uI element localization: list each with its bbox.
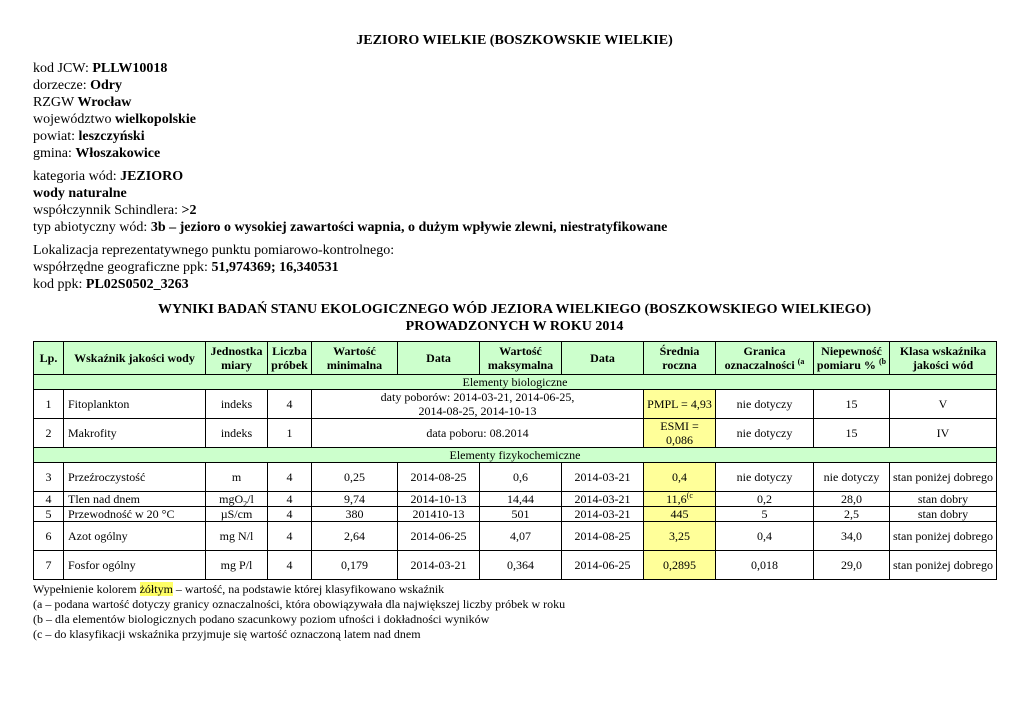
cell-class: stan dobry bbox=[890, 507, 997, 522]
footnote-yellow: Wypełnienie kolorem żółtym – wartość, na podstawie której klasyfikowano wskaźnik bbox=[33, 582, 445, 596]
cell-uncertainty: 15 bbox=[814, 390, 890, 419]
cell-indicator: Przeźroczystość bbox=[64, 463, 206, 492]
info-label: współrzędne geograficzne ppk: bbox=[33, 260, 212, 275]
section-physicochemical-row bbox=[34, 448, 997, 463]
cell-sampling-dates bbox=[312, 390, 644, 419]
cell-uncertainty: 29,0 bbox=[814, 551, 890, 580]
info-value: leszczyński bbox=[78, 129, 145, 144]
header-max-value: Wartość maksymalna bbox=[480, 342, 562, 375]
footnote-b: (b – dla elementów biologicznych podano szacunkowy poziom ufności i dokładności wyników bbox=[33, 612, 490, 626]
cell-detection-limit: nie dotyczy bbox=[716, 419, 814, 448]
cell-detection-limit: 0,018 bbox=[716, 551, 814, 580]
monitoring-point-info bbox=[33, 242, 996, 293]
info-line bbox=[33, 219, 996, 236]
cell-lp: 4 bbox=[34, 492, 64, 507]
cell-date-max: 2014-03-21 bbox=[562, 463, 644, 492]
cell-lp: 6 bbox=[34, 522, 64, 551]
cell-date-max: 2014-08-25 bbox=[562, 522, 644, 551]
table-row bbox=[34, 463, 997, 492]
cell-class: V bbox=[890, 390, 997, 419]
header-uncertainty: Niepewność pomiaru % $^{(b}$ bbox=[814, 342, 890, 375]
info-label: gmina: bbox=[33, 146, 76, 161]
info-line bbox=[33, 128, 996, 145]
info-label: Lokalizacja reprezentatywnego punktu pomiarowo-kontrolnego: bbox=[33, 243, 395, 258]
cell-unit: indeks bbox=[206, 390, 268, 419]
cell-uncertainty: 2,5 bbox=[814, 507, 890, 522]
cell-indicator: Tlen nad dnem bbox=[64, 492, 206, 507]
info-value: Wrocław bbox=[77, 95, 132, 110]
cell-date-max: 2014-06-25 bbox=[562, 551, 644, 580]
header-indicator: Wskaźnik jakości wody bbox=[64, 342, 206, 375]
cell-lp: 1 bbox=[34, 390, 64, 419]
cell-indicator: Fitoplankton bbox=[64, 390, 206, 419]
cell-detection-limit: nie dotyczy bbox=[716, 390, 814, 419]
cell-min-value: 380 bbox=[312, 507, 398, 522]
cell-max-value: 4,07 bbox=[480, 522, 562, 551]
section-physicochemical: Elementy fizykochemiczne bbox=[34, 448, 997, 463]
info-label: kod JCW: bbox=[33, 61, 93, 76]
cell-uncertainty: 15 bbox=[814, 419, 890, 448]
cell-detection-limit: 0,2 bbox=[716, 492, 814, 507]
cell-uncertainty: 34,0 bbox=[814, 522, 890, 551]
cell-unit: µS/cm bbox=[206, 507, 268, 522]
header-detection-limit: Granica oznaczalności $^{(a}$ bbox=[716, 342, 814, 375]
header-sample-count: Liczba próbek bbox=[268, 342, 312, 375]
cell-sample-count: 4 bbox=[268, 551, 312, 580]
cell-unit: mgO$_2$/l bbox=[206, 492, 268, 507]
header-date-max: Data bbox=[562, 342, 644, 375]
info-label: kod ppk: bbox=[33, 277, 86, 292]
cell-min-value: 0,25 bbox=[312, 463, 398, 492]
cell-min-value: 9,74 bbox=[312, 492, 398, 507]
table-row bbox=[34, 419, 997, 448]
cell-lp: 7 bbox=[34, 551, 64, 580]
cell-annual-mean: 11,6$^{(c}$ bbox=[644, 492, 716, 507]
cell-detection-limit: nie dotyczy bbox=[716, 463, 814, 492]
info-label: kategoria wód: bbox=[33, 169, 121, 184]
info-value: JEZIORO bbox=[120, 169, 184, 184]
cell-max-value: 0,6 bbox=[480, 463, 562, 492]
cell-sample-count: 4 bbox=[268, 463, 312, 492]
page-title: JEZIORO WIELKIE (BOSZKOWSKIE WIELKIE) bbox=[356, 33, 673, 48]
info-label: województwo bbox=[33, 112, 116, 127]
sampling-dates-line: 2014-08-25, 2014-10-13 bbox=[418, 404, 537, 418]
cell-indicator: Przewodność w 20 °C bbox=[64, 507, 206, 522]
info-value: Odry bbox=[90, 78, 123, 93]
table-header-row bbox=[34, 342, 997, 375]
cell-sample-count: 4 bbox=[268, 522, 312, 551]
info-line bbox=[33, 77, 996, 94]
info-line bbox=[33, 60, 996, 77]
cell-lp: 3 bbox=[34, 463, 64, 492]
info-value: 3b – jezioro o wysokiej zawartości wapnia, o dużym wpływie zlewni, niestratyfikowane bbox=[150, 220, 668, 235]
info-line bbox=[33, 242, 996, 259]
cell-sampling-dates bbox=[312, 419, 644, 448]
cell-sample-count: 1 bbox=[268, 419, 312, 448]
footnotes bbox=[33, 582, 996, 642]
header-lp: Lp. bbox=[34, 342, 64, 375]
header-min-value: Wartość minimalna bbox=[312, 342, 398, 375]
sampling-dates-line: data poboru: 08.2014 bbox=[426, 426, 529, 440]
info-line bbox=[33, 276, 996, 293]
cell-class: stan poniżej dobrego bbox=[890, 522, 997, 551]
cell-annual-mean: 445 bbox=[644, 507, 716, 522]
cell-date-min: 2014-10-13 bbox=[398, 492, 480, 507]
info-line bbox=[33, 202, 996, 219]
header-unit: Jednostka miary bbox=[206, 342, 268, 375]
info-value: Włoszakowice bbox=[75, 146, 161, 161]
cell-annual-mean: 0,2895 bbox=[644, 551, 716, 580]
cell-min-value: 0,179 bbox=[312, 551, 398, 580]
cell-date-min: 201410-13 bbox=[398, 507, 480, 522]
cell-indicator: Azot ogólny bbox=[64, 522, 206, 551]
info-line bbox=[33, 168, 996, 185]
section-biological-row bbox=[34, 375, 997, 390]
cell-max-value: 14,44 bbox=[480, 492, 562, 507]
cell-date-min: 2014-06-25 bbox=[398, 522, 480, 551]
cell-lp: 5 bbox=[34, 507, 64, 522]
cell-unit: m bbox=[206, 463, 268, 492]
cell-sample-count: 4 bbox=[268, 492, 312, 507]
cell-max-value: 501 bbox=[480, 507, 562, 522]
cell-uncertainty: nie dotyczy bbox=[814, 463, 890, 492]
header-class: Klasa wskaźnika jakości wód bbox=[890, 342, 997, 375]
results-title: WYNIKI BADAŃ STANU EKOLOGICZNEGO WÓD JEZIORA WIELKIEGO (BOSZKOWSKIEGO WIELKIEGO) PROWADZONYCH W ROKU 2014 bbox=[157, 302, 872, 334]
cell-annual-mean: 3,25 bbox=[644, 522, 716, 551]
info-line bbox=[33, 94, 996, 111]
info-line bbox=[33, 145, 996, 162]
footnote-c: (c – do klasyfikacji wskaźnika przyjmuje się wartość oznaczoną latem nad dnem bbox=[33, 627, 421, 641]
table-row bbox=[34, 390, 997, 419]
water-category-info bbox=[33, 168, 996, 236]
cell-uncertainty: 28,0 bbox=[814, 492, 890, 507]
cell-indicator: Makrofity bbox=[64, 419, 206, 448]
header-date-min: Data bbox=[398, 342, 480, 375]
info-label: współczynnik Schindlera: bbox=[33, 203, 182, 218]
cell-min-value: 2,64 bbox=[312, 522, 398, 551]
table-row bbox=[34, 492, 997, 507]
cell-annual-mean: 0,4 bbox=[644, 463, 716, 492]
section-biological: Elementy biologiczne bbox=[34, 375, 997, 390]
cell-date-max: 2014-03-21 bbox=[562, 492, 644, 507]
info-label: typ abiotyczny wód: bbox=[33, 220, 151, 235]
info-value: PL02S0502_3263 bbox=[85, 277, 189, 292]
info-value: PLLW10018 bbox=[92, 61, 168, 76]
cell-max-value: 0,364 bbox=[480, 551, 562, 580]
table-row bbox=[34, 522, 997, 551]
cell-unit: mg P/l bbox=[206, 551, 268, 580]
cell-sample-count: 4 bbox=[268, 390, 312, 419]
sampling-dates-line: daty poborów: 2014-03-21, 2014-06-25, bbox=[380, 390, 575, 404]
info-value: wielkopolskie bbox=[115, 112, 196, 127]
cell-detection-limit: 0,4 bbox=[716, 522, 814, 551]
cell-date-min: 2014-03-21 bbox=[398, 551, 480, 580]
info-line bbox=[33, 111, 996, 128]
cell-class: stan dobry bbox=[890, 492, 997, 507]
cell-classification-value: ESMI = 0,086 bbox=[644, 419, 716, 448]
cell-unit: indeks bbox=[206, 419, 268, 448]
cell-date-max: 2014-03-21 bbox=[562, 507, 644, 522]
cell-date-min: 2014-08-25 bbox=[398, 463, 480, 492]
info-label: powiat: bbox=[33, 129, 79, 144]
cell-lp: 2 bbox=[34, 419, 64, 448]
header-annual-mean: Średnia roczna bbox=[644, 342, 716, 375]
table-row bbox=[34, 551, 997, 580]
cell-sample-count: 4 bbox=[268, 507, 312, 522]
cell-class: IV bbox=[890, 419, 997, 448]
info-label: RZGW bbox=[33, 95, 78, 110]
cell-indicator: Fosfor ogólny bbox=[64, 551, 206, 580]
info-label: dorzecze: bbox=[33, 78, 91, 93]
footnote-a: (a – podana wartość dotyczy granicy oznaczalności, która obowiązywała dla największej liczby próbek w roku bbox=[33, 597, 566, 611]
cell-class: stan poniżej dobrego bbox=[890, 551, 997, 580]
document-page bbox=[33, 32, 996, 642]
cell-detection-limit: 5 bbox=[716, 507, 814, 522]
info-value: 51,974369; 16,340531 bbox=[211, 260, 339, 275]
info-line bbox=[33, 259, 996, 276]
results-table bbox=[33, 341, 997, 580]
cell-class: stan poniżej dobrego bbox=[890, 463, 997, 492]
cell-classification-value: PMPL = 4,93 bbox=[644, 390, 716, 419]
cell-unit: mg N/l bbox=[206, 522, 268, 551]
info-value: >2 bbox=[181, 203, 197, 218]
table-row bbox=[34, 507, 997, 522]
info-line bbox=[33, 185, 996, 202]
water-body-info bbox=[33, 60, 996, 162]
info-value: wody naturalne bbox=[33, 186, 127, 201]
